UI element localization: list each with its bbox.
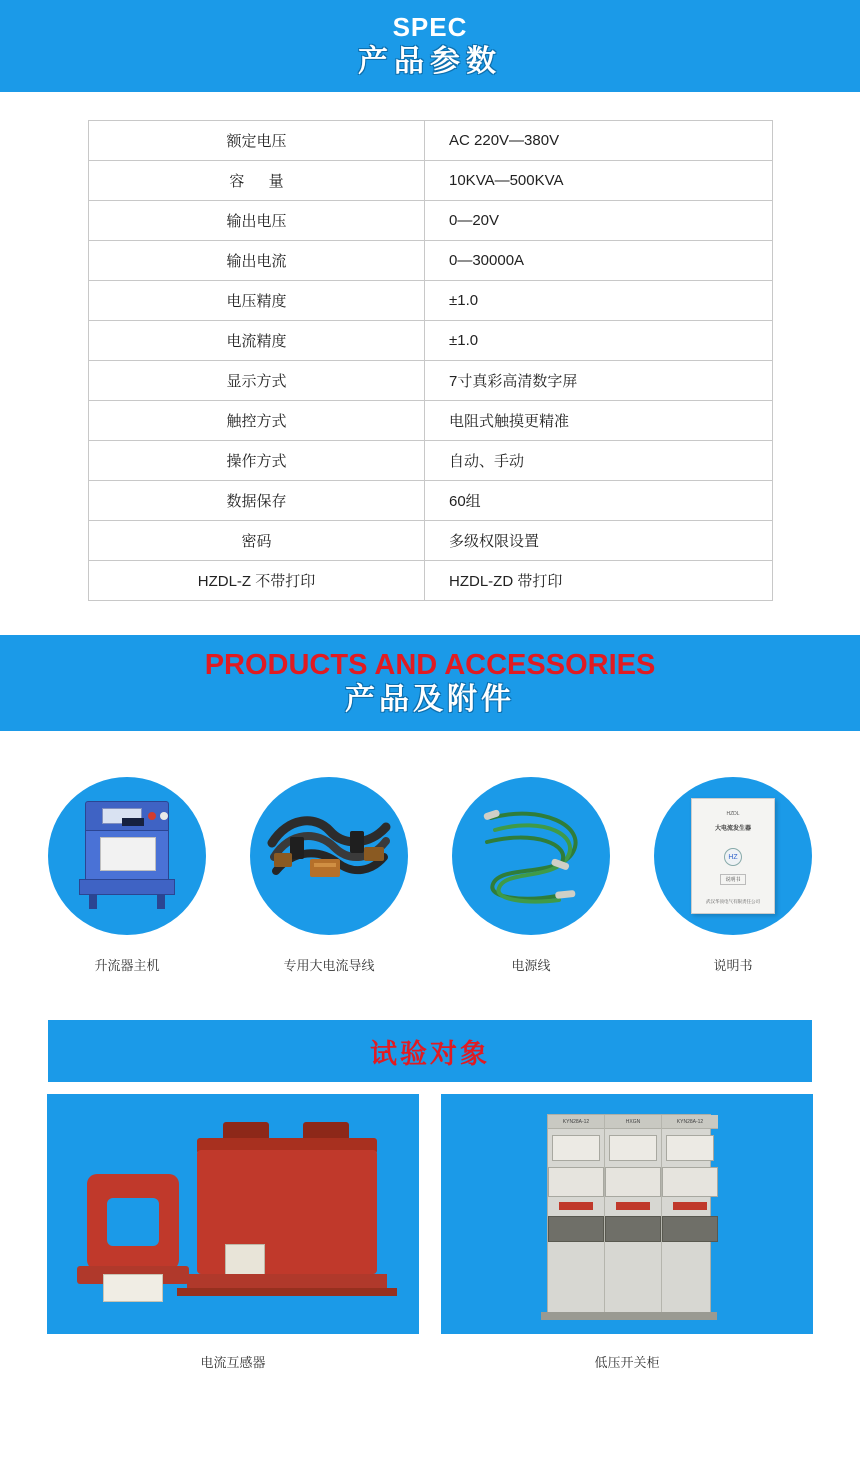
spec-key: 输出电流 (89, 241, 425, 281)
spec-key: 额定电压 (89, 121, 425, 161)
switchgear-dark-vent (662, 1216, 718, 1242)
table-row (89, 361, 773, 401)
spec-value: 7寸真彩高清数字屏 (425, 361, 773, 401)
machine-icon (48, 777, 206, 935)
spec-value: ±1.0 (425, 281, 773, 321)
manual-line1: HZDL (726, 811, 740, 817)
spec-key: 数据保存 (89, 481, 425, 521)
heavy-cable-drawing (254, 801, 404, 911)
accessory-caption: 说明书 (713, 958, 753, 973)
switchgear-meter (609, 1135, 657, 1161)
switchgear-red-strip (673, 1202, 707, 1210)
table-row (89, 441, 773, 481)
switchgear-column-3 (662, 1115, 718, 1313)
switchgear-photo (441, 1094, 813, 1334)
spec-table-wrap (0, 92, 860, 601)
spec-table (88, 120, 773, 601)
spec-key: 密码 (89, 521, 425, 561)
accessory-caption: 专用大电流导线 (283, 958, 375, 973)
machine-gray-button (160, 812, 168, 820)
machine-drawing (79, 801, 175, 911)
table-row (89, 401, 773, 441)
spec-value: 10KVA—500KVA (425, 161, 773, 201)
spec-value: ±1.0 (425, 321, 773, 361)
spec-key: 输出电压 (89, 201, 425, 241)
accessory-caption: 电源线 (511, 958, 551, 973)
switchgear-dark-vent (548, 1216, 604, 1242)
machine-red-button (148, 812, 156, 820)
spec-key: 容 量 (89, 161, 425, 201)
spec-banner-title-en: SPEC (392, 12, 468, 42)
test-item-caption: 低压开关柜 (594, 1355, 660, 1370)
ct-body (197, 1150, 377, 1274)
switchgear-meter (666, 1135, 714, 1161)
switchgear-dark-vent (605, 1216, 661, 1242)
spec-key: HZDL-Z 不带打印 (89, 561, 425, 601)
machine-panel (102, 808, 142, 824)
table-row (89, 281, 773, 321)
accessory-item-manual (648, 777, 818, 974)
spec-value: 0—20V (425, 201, 773, 241)
switchgear-base (541, 1312, 717, 1320)
spec-value: AC 220V—380V (425, 121, 773, 161)
switchgear-panel (662, 1167, 718, 1197)
spec-key: 触控方式 (89, 401, 425, 441)
spec-value: 电阻式触摸更精准 (425, 401, 773, 441)
switchgear-label-2: HXGN (605, 1115, 661, 1129)
test-object-row (0, 1094, 860, 1371)
ct-foot (187, 1274, 387, 1288)
test-item-switchgear (441, 1094, 813, 1371)
table-row (89, 161, 773, 201)
machine-base (79, 879, 175, 895)
table-row (89, 521, 773, 561)
spec-key: 显示方式 (89, 361, 425, 401)
spec-value: 自动、手动 (425, 441, 773, 481)
switchgear-panel (548, 1167, 604, 1197)
accessory-item-power-cord (446, 777, 616, 974)
switchgear-label-3: KYN28A-12 (662, 1115, 718, 1129)
switchgear-red-strip (559, 1202, 593, 1210)
switchgear-label-1: KYN28A-12 (548, 1115, 604, 1129)
table-row (89, 121, 773, 161)
spec-key: 操作方式 (89, 441, 425, 481)
switchgear-column-1 (548, 1115, 605, 1313)
machine-screen (122, 818, 144, 826)
test-item-caption: 电流互感器 (200, 1355, 266, 1370)
switchgear-red-strip (616, 1202, 650, 1210)
table-row (89, 561, 773, 601)
heavy-cable-icon (250, 777, 408, 935)
accessory-caption: 升流器主机 (94, 958, 160, 973)
ct-ring-hole (107, 1198, 159, 1246)
table-row (89, 481, 773, 521)
spec-value: 0—30000A (425, 241, 773, 281)
spec-banner (0, 0, 860, 92)
test-object-banner (48, 1020, 812, 1082)
table-row (89, 201, 773, 241)
switchgear-cabinet (547, 1114, 711, 1314)
switchgear-column-2 (605, 1115, 662, 1313)
table-row (89, 241, 773, 281)
products-banner-title-cn: 产品及附件 (345, 682, 515, 716)
ct-foot-base (177, 1288, 397, 1296)
spec-key: 电流精度 (89, 321, 425, 361)
test-object-title: 试验对象 (370, 1038, 490, 1069)
machine-body (85, 831, 169, 879)
ct-nameplate (103, 1274, 163, 1302)
table-row (89, 321, 773, 361)
manual-footer: 武汉华顶电气有限责任公司 (706, 899, 760, 904)
machine-leg-right (157, 895, 165, 909)
power-cord-icon (452, 777, 610, 935)
machine-window (100, 837, 156, 871)
power-cord-drawing (461, 796, 601, 916)
switchgear-meter (552, 1135, 600, 1161)
manual-line3: 说明书 (720, 874, 745, 885)
products-banner-title-en: PRODUCTS AND ACCESSORIES (204, 648, 656, 681)
manual-logo: HZ (724, 848, 742, 866)
accessory-item-machine (42, 777, 212, 974)
machine-leg-left (89, 895, 97, 909)
manual-line2: 大电流发生器 (714, 826, 751, 832)
spec-value: HZDL-ZD 带打印 (425, 561, 773, 601)
test-item-ct (47, 1094, 419, 1371)
spec-banner-title-cn: 产品参数 (358, 45, 502, 78)
current-transformer-photo (47, 1094, 419, 1334)
spec-value: 多级权限设置 (425, 521, 773, 561)
machine-top (85, 801, 169, 831)
manual-book-icon (654, 777, 812, 935)
products-banner (0, 635, 860, 731)
accessory-item-heavy-cable (244, 777, 414, 974)
switchgear-panel (605, 1167, 661, 1197)
spec-value: 60组 (425, 481, 773, 521)
accessories-row (0, 731, 860, 974)
manual-book-drawing (691, 798, 775, 914)
spec-key: 电压精度 (89, 281, 425, 321)
